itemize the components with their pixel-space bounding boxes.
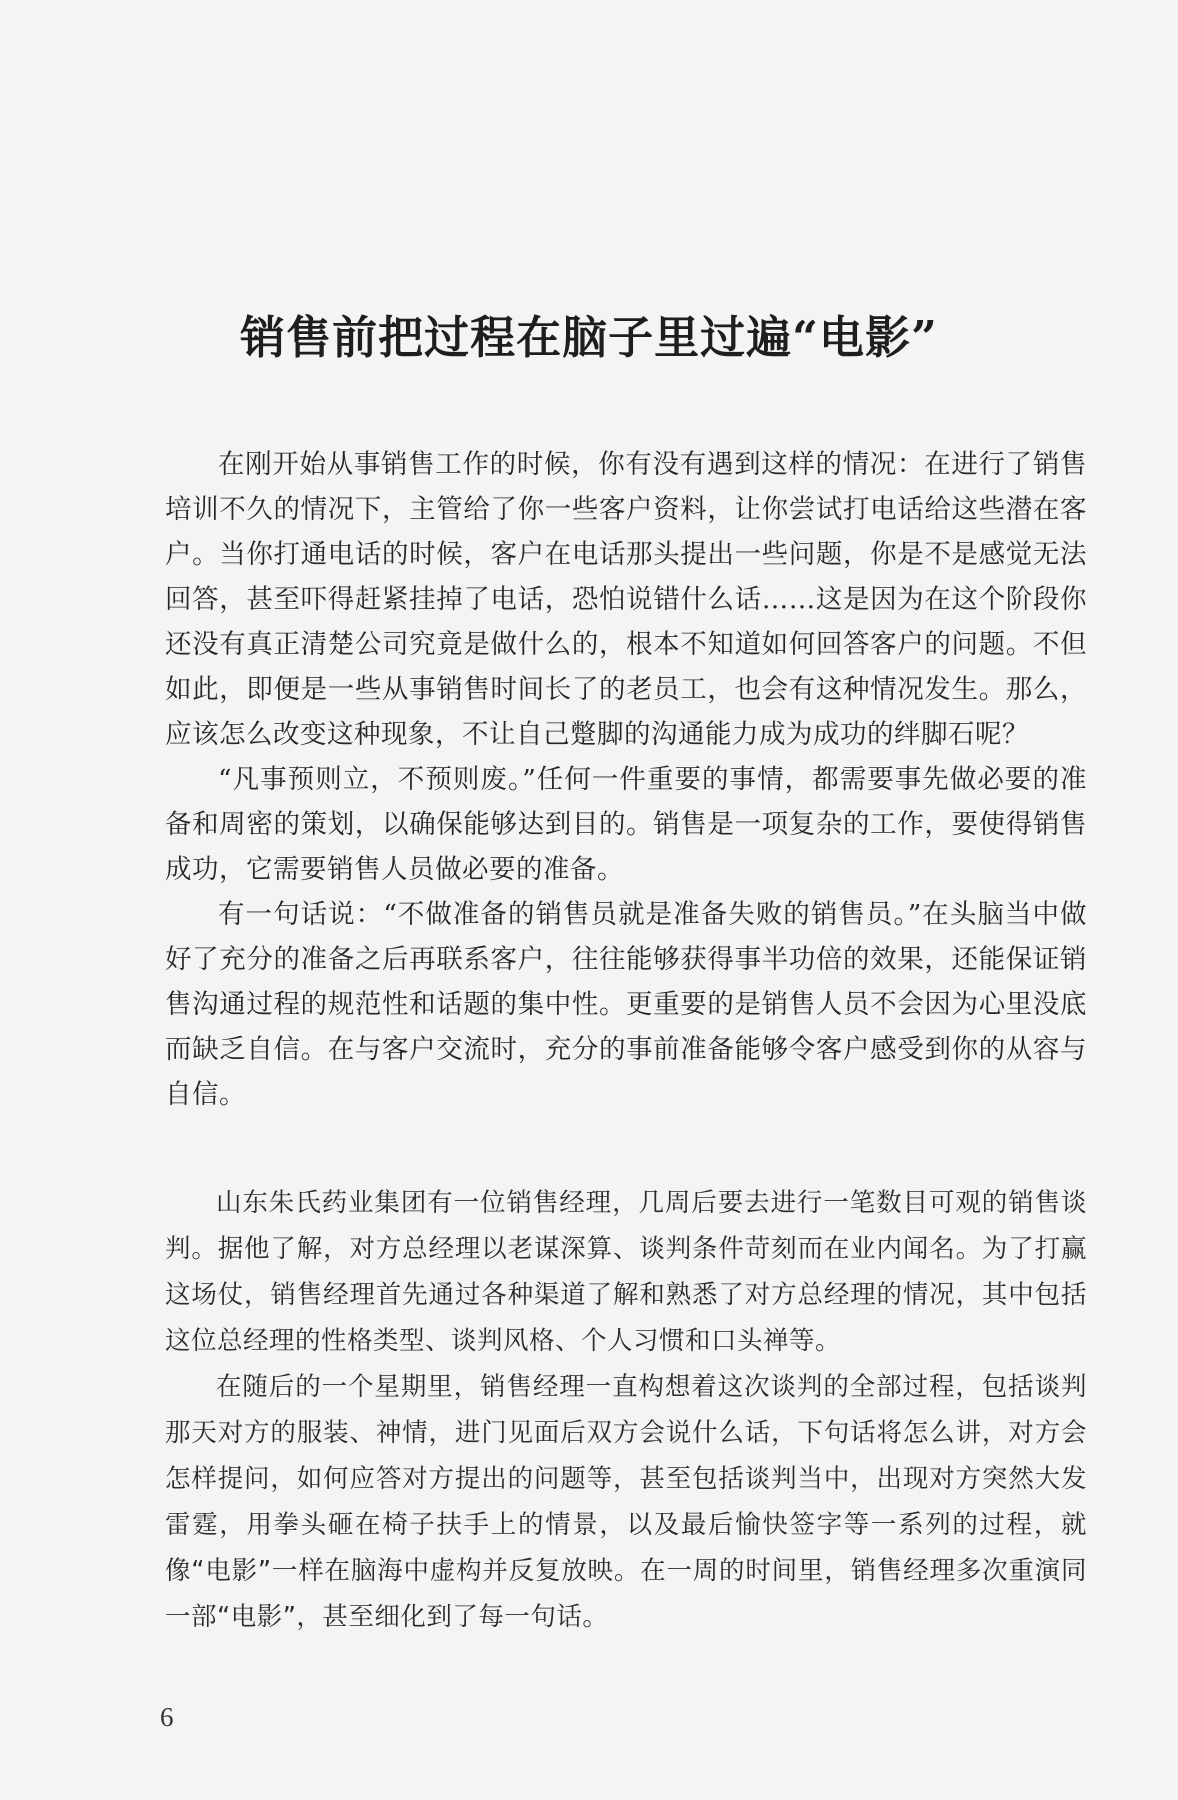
body-section-case-study	[165, 1180, 1087, 1640]
chapter-title: 销售前把过程在脑子里过遍“电影”	[240, 311, 938, 364]
paragraph: 在刚开始从事销售工作的时候，你有没有遇到这样的情况：在进行了销售培训不久的情况下，主管给了你一些客户资料，让你尝试打电话给这些潜在客户。当你打通电话的时候，客户在电话那头提出一些问题，你是不是感觉无法回答，甚至吓得赶紧挂掉了电话，恐怕说错什么话……这是因为在这个阶段你还没有真正清楚公司究竟是做什么的，根本不知道如何回答客户的问题。不但如此，即便是一些从事销售时间长了的老员工，也会有这种情况发生。那么，应该怎么改变这种现象，不让自己蹩脚的沟通能力成为成功的绊脚石呢？	[165, 449, 1087, 750]
page-number: 6	[160, 1702, 174, 1732]
paragraph: 有一句话说：“不做准备的销售员就是准备失败的销售员。”在头脑当中做好了充分的准备之后再联系客户，往往能够获得事半功倍的效果，还能保证销售沟通过程的规范性和话题的集中性。更重要的是销售人员不会因为心里没底而缺乏自信。在与客户交流时，充分的事前准备能够令客户感受到你的从容与自信。	[165, 899, 1087, 1110]
body-section-explanation	[165, 442, 1087, 1117]
paragraph: 在随后的一个星期里，销售经理一直构想着这次谈判的全部过程，包括谈判那天对方的服装、神情，进门见面后双方会说什么话，下句话将怎么讲，对方会怎样提问，如何应答对方提出的问题等，甚至包括谈判当中，出现对方突然大发雷霆，用拳头砸在椅子扶手上的情景，以及最后愉快签字等一系列的过程，就像“电影”一样在脑海中虚构并反复放映。在一周的时间里，销售经理多次重演同一部“电影”，甚至细化到了每一句话。	[165, 1372, 1087, 1632]
paragraph: 山东朱氏药业集团有一位销售经理，几周后要去进行一笔数目可观的销售谈判。据他了解，对方总经理以老谋深算、谈判条件苛刻而在业内闻名。为了打赢这场仗，销售经理首先通过各种渠道了解和熟悉了对方总经理的情况，其中包括这位总经理的性格类型、谈判风格、个人习惯和口头禅等。	[165, 1188, 1087, 1356]
paragraph: “凡事预则立，不预则废。”任何一件重要的事情，都需要事先做必要的准备和周密的策划，以确保能够达到目的。销售是一项复杂的工作，要使得销售成功，它需要销售人员做必要的准备。	[165, 764, 1087, 885]
